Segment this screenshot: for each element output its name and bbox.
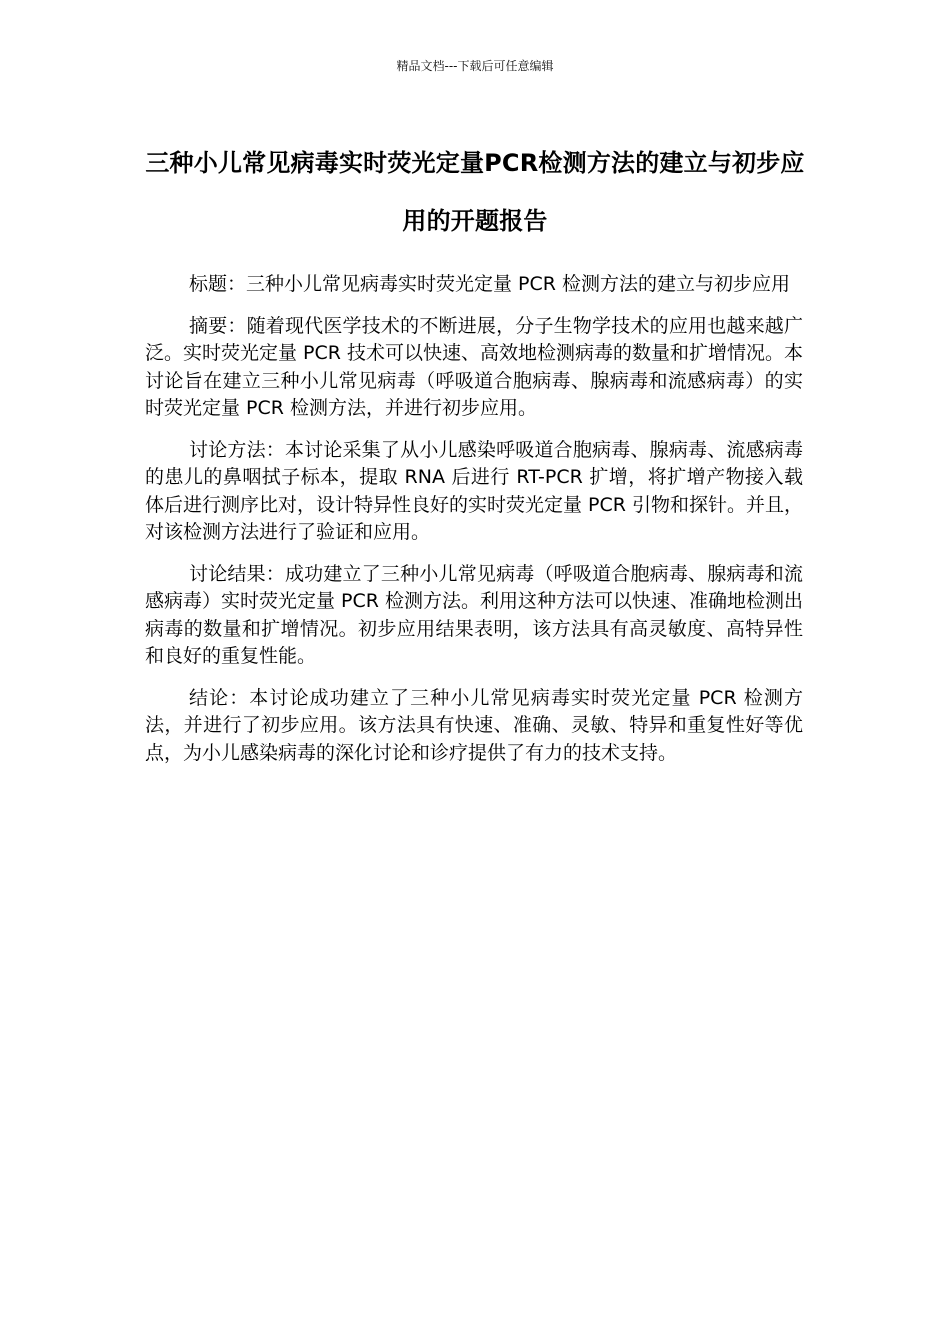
results-paragraph: 讨论结果：成功建立了三种小儿常见病毒（呼吸道合胞病毒、腺病毒和流感病毒）实时荧光定量 PCR 检测方法。利用这种方法可以快速、准确地检测出病毒的数量和扩增情况。初步应用结果表明，该方法具有高灵敏度、高特异性和良好的重复性能。: [145, 562, 804, 667]
methods-paragraph: 讨论方法：本讨论采集了从小儿感染呼吸道合胞病毒、腺病毒、流感病毒的患儿的鼻咽拭子标本，提取 RNA 后进行 RT-PCR 扩增，将扩增产物接入载体后进行测序比对，设计特异性良好的实时荧光定量 PCR 引物和探针。并且，对该检测方法进行了验证和应用。: [145, 438, 804, 543]
abstract-paragraph: 摘要：随着现代医学技术的不断进展，分子生物学技术的应用也越来越广泛。实时荧光定量 PCR 技术可以快速、高效地检测病毒的数量和扩增情况。本讨论旨在建立三种小儿常见病毒（呼吸道合胞病毒、腺病毒和流感病毒）的实时荧光定量 PCR 检测方法，并进行初步应用。: [145, 314, 804, 419]
document-body: [145, 271, 803, 781]
document-title: 三种小儿常见病毒实时荧光定量PCR检测方法的建立与初步应用的开题报告: [145, 149, 805, 235]
title-paragraph: 标题：三种小儿常见病毒实时荧光定量 PCR 检测方法的建立与初步应用: [189, 273, 791, 295]
header-note: 精品文档---下载后可任意编辑: [396, 59, 554, 73]
conclusion-paragraph: 结论：本讨论成功建立了三种小儿常见病毒实时荧光定量 PCR 检测方法，并进行了初步应用。该方法具有快速、准确、灵敏、特异和重复性好等优点，为小儿感染病毒的深化讨论和诊疗提供了有力的技术支持。: [145, 686, 803, 764]
